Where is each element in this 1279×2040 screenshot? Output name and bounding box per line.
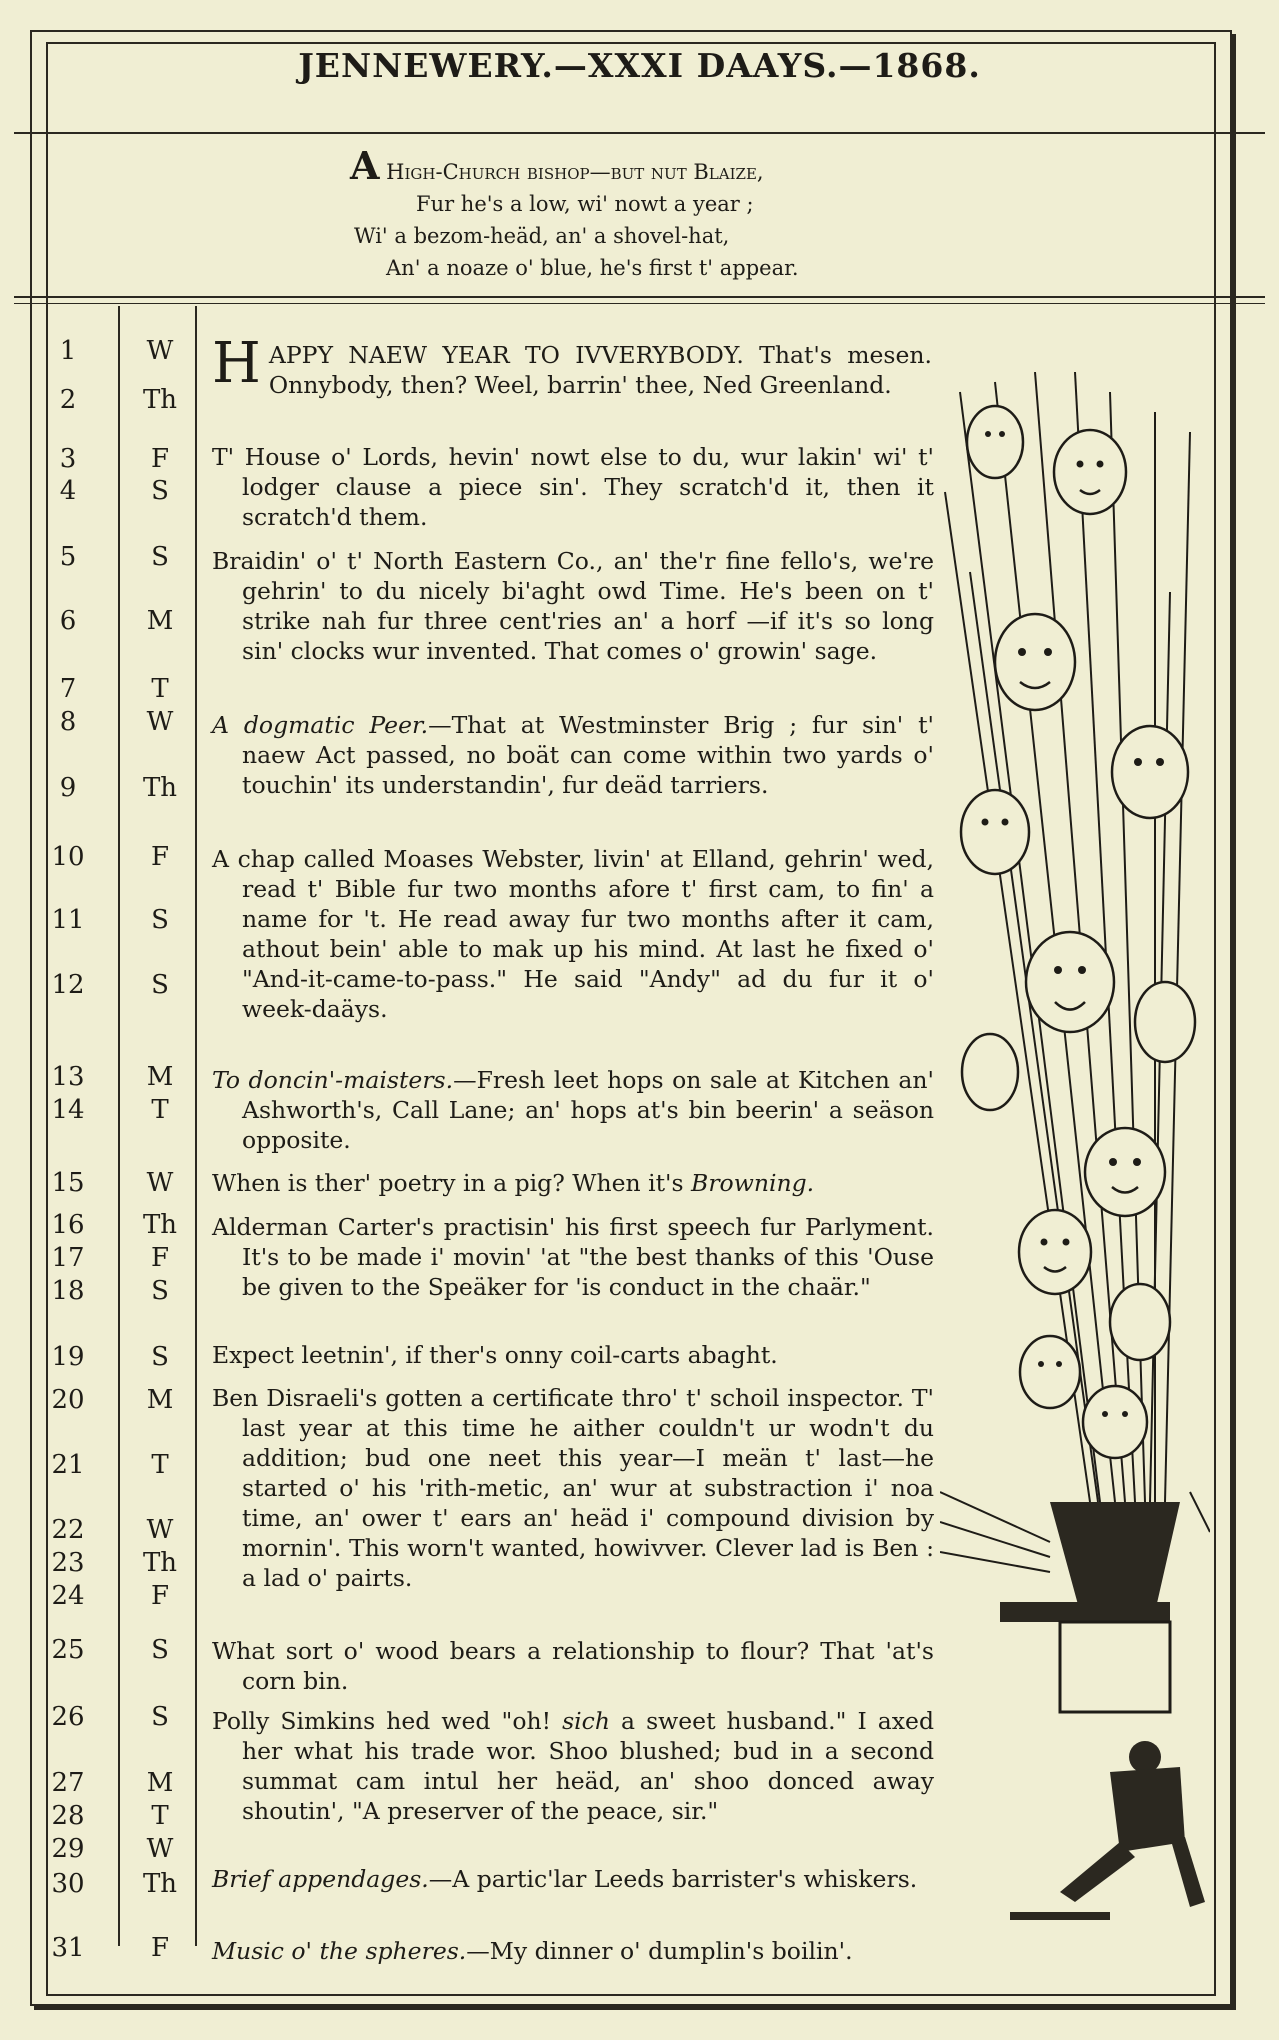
day-number: 23 xyxy=(51,1548,85,1578)
entry-moases-webster: A chap called Moases Webster, livin' at Elland, gehrin' wed, read t' Bible fur two months afore t' first cam, to fin' a name for 't. He read away fur two months after it cam, athout bein' able to mak up his mind. At last he fixed o' "And-it-came-to-pass." He said "Andy" ad du fur it o' week-daäys. xyxy=(212,845,934,1023)
day-number: 11 xyxy=(51,905,85,935)
entry-house-of-lords: T' House o' Lords, hevin' nowt else to du, wur lakin' wi' t' lodger clause a piece sin'. They scratch'd it, then it scratch'd them. xyxy=(212,443,934,531)
day-name: S xyxy=(151,476,169,506)
faces-illustration xyxy=(940,372,1210,1942)
day-number: 7 xyxy=(59,674,77,704)
day-name: F xyxy=(150,444,170,474)
date-column-divider xyxy=(118,306,120,1946)
day-number: 29 xyxy=(51,1834,85,1864)
day-name: T xyxy=(151,1095,169,1125)
day-name: Th xyxy=(142,1548,178,1578)
day-name: M xyxy=(146,1062,174,1092)
day-name: S xyxy=(151,970,169,1000)
verse-rule-top xyxy=(14,296,1265,298)
day-name: S xyxy=(151,1702,169,1732)
entry-disraeli: Ben Disraeli's gotten a certificate thro' t' schoil inspector. T' last year at this time he aither couldn't ur wodn't du addition; bud one neet this year—I meän t' last—he started o' his 'rith-metic, an' wur at substraction i' noa time, an' ower t' ears an' heäd i' compound division by mornin'. This worn't wanted, howivver. Clever lad is Ben : a lad o' pairts. xyxy=(212,1384,934,1592)
entry-corn-bin: What sort o' wood bears a relationship to flour? That 'at's corn bin. xyxy=(212,1637,934,1695)
day-name: W xyxy=(146,1515,174,1545)
entry-dogmatic-peer: A dogmatic Peer.—That at Westminster Brig ; fur sin' t' naew Act passed, no boät can come within two yards o' touchin' its understandin', fur deäd tarriers. xyxy=(212,711,934,799)
day-number: 20 xyxy=(51,1385,85,1415)
day-name: Th xyxy=(142,773,178,803)
entry-north-eastern: Braidin' o' t' North Eastern Co., an' the'r fine fello's, we're gehrin' to du nicely bi'aght owd Time. He's been on t' strike nah fur three cent'ries an' a horf —if it's so long sin' clocks wur invented. That comes o' growin' sage. xyxy=(212,547,934,665)
entry-poetry-pig: When is ther' poetry in a pig? When it's Browning. xyxy=(212,1169,815,1197)
verse-line-3: Wi' a bezom-heäd, an' a shovel-hat, xyxy=(354,224,730,248)
day-number: 19 xyxy=(51,1342,85,1372)
day-number: 17 xyxy=(51,1243,85,1273)
day-name: Th xyxy=(142,385,178,415)
opening-verse xyxy=(350,143,990,284)
day-number: 18 xyxy=(51,1276,85,1306)
day-number: 15 xyxy=(51,1168,85,1198)
verse-line-2: Fur he's a low, wi' nowt a year ; xyxy=(416,192,754,216)
day-number: 22 xyxy=(51,1515,85,1545)
verse-rule-bottom xyxy=(14,303,1265,304)
day-number: 1 xyxy=(59,336,77,366)
day-number: 27 xyxy=(51,1768,85,1798)
day-number: 31 xyxy=(51,1933,85,1963)
entry-music-spheres: Music o' the spheres.—My dinner o' dumplin's boilin'. xyxy=(212,1937,853,1965)
day-name: W xyxy=(146,336,174,366)
day-name: S xyxy=(151,1342,169,1372)
entry-leetnin: Expect leetnin', if ther's onny coil-carts abaght. xyxy=(212,1341,778,1369)
day-number: 26 xyxy=(51,1702,85,1732)
day-number: 4 xyxy=(59,476,77,506)
day-name: W xyxy=(146,707,174,737)
day-number: 30 xyxy=(51,1869,85,1899)
verse-line-4: An' a noaze o' blue, he's first t' appear. xyxy=(386,256,799,280)
day-number: 8 xyxy=(59,707,77,737)
day-name: F xyxy=(150,1933,170,1963)
day-name: W xyxy=(146,1168,174,1198)
day-number: 28 xyxy=(51,1801,85,1831)
day-name: W xyxy=(146,1834,174,1864)
day-number: 9 xyxy=(59,773,77,803)
day-number: 6 xyxy=(59,606,77,636)
entry-doncin-maisters: To doncin'-maisters.—Fresh leet hops on sale at Kitchen an' Ashworth's, Call Lane; an' hops at's bin beerin' a seäson opposite. xyxy=(212,1066,934,1154)
entry-alderman-carter: Alderman Carter's practisin' his first speech fur Parlyment. It's to be made i' movin' 'at "the best thanks of this 'Ouse be given to the Speäker for 'is conduct in the chaär." xyxy=(212,1213,934,1301)
day-number: 16 xyxy=(51,1210,85,1240)
title-rule xyxy=(14,132,1265,134)
verse-dropcap: A xyxy=(350,143,380,188)
entry-new-year: HAPPY NAEW YEAR TO IVVERYBODY. That's mesen. Onnybody, then? Weel, barrin' thee, Ned Greenland. xyxy=(212,331,932,399)
day-name: Th xyxy=(142,1210,178,1240)
day-number: 14 xyxy=(51,1095,85,1125)
day-name: M xyxy=(146,606,174,636)
day-name: F xyxy=(150,1243,170,1273)
day-number: 3 xyxy=(59,444,77,474)
day-name: T xyxy=(151,1801,169,1831)
day-name: T xyxy=(151,674,169,704)
entry-brief-appendages: Brief appendages.—A partic'lar Leeds barrister's whiskers. xyxy=(212,1865,918,1893)
day-name: Th xyxy=(142,1869,178,1899)
day-number: 25 xyxy=(51,1635,85,1665)
day-number: 10 xyxy=(51,842,85,872)
day-number: 5 xyxy=(59,542,77,572)
day-number: 2 xyxy=(59,385,77,415)
weekday-column-divider xyxy=(195,306,197,1946)
day-name: F xyxy=(150,1581,170,1611)
day-name: M xyxy=(146,1768,174,1798)
day-name: S xyxy=(151,905,169,935)
day-name: M xyxy=(146,1385,174,1415)
day-number: 21 xyxy=(51,1450,85,1480)
day-name: S xyxy=(151,1276,169,1306)
day-name: S xyxy=(151,542,169,572)
day-number: 13 xyxy=(51,1062,85,1092)
day-name: T xyxy=(151,1450,169,1480)
day-name: F xyxy=(150,842,170,872)
day-name: S xyxy=(151,1635,169,1665)
page-title: JENNEWERY.—XXXI DAAYS.—1868. xyxy=(298,46,981,85)
day-number: 24 xyxy=(51,1581,85,1611)
verse-line-1: A High-Church bishop—but nut Blaize, xyxy=(350,143,764,188)
day-number: 12 xyxy=(51,970,85,1000)
entry-polly-simkins: Polly Simkins hed wed "oh! sich a sweet husband." I axed her what his trade wor. Shoo blushed; bud in a second summat cam intul her heäd, an' shoo donced away shoutin', "A preserver of the peace, sir." xyxy=(212,1707,934,1825)
